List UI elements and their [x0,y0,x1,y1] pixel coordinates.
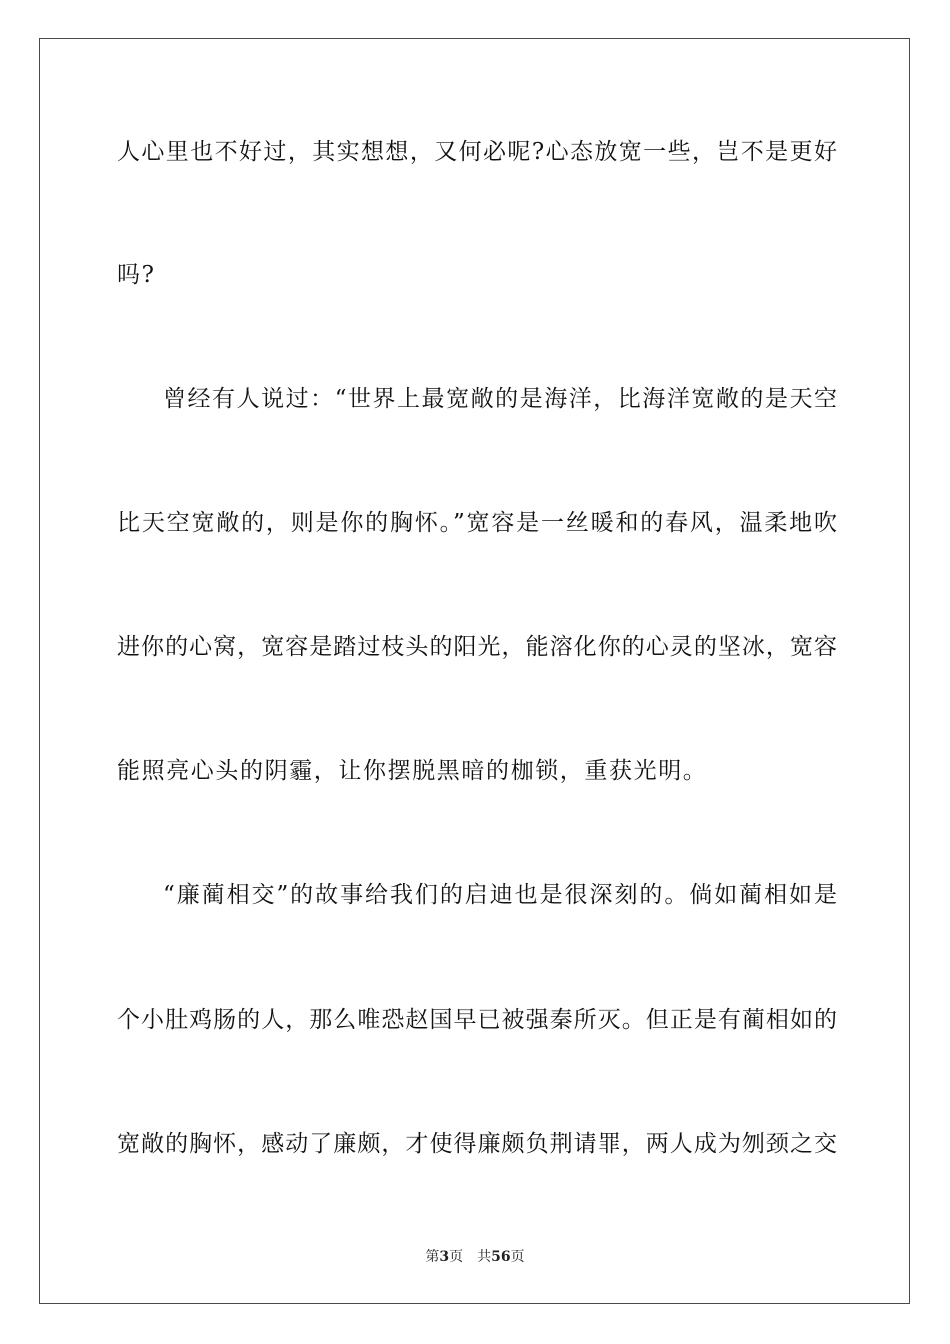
total-prefix: 共 [477,1249,492,1265]
page-number: 3 [439,1249,450,1265]
text-line-5: 进你的心窝，宽容是踏过枝头的阳光，能溶化你的心灵的坚冰，宽容 [117,634,837,660]
text-line-2: 吗? [117,262,156,288]
page-prefix: 第 [425,1249,440,1265]
page-footer [0,1248,950,1266]
text-line-8: 个小肚鸡肠的人，那么唯恐赵国早已被强秦所灭。但正是有蔺相如的 [117,1007,837,1033]
page-border [39,38,910,1304]
total-pages: 56 [491,1249,511,1265]
text-line-6: 能照亮心头的阴霾，让你摆脱黑暗的枷锁，重获光明。 [117,758,708,784]
text-line-7: “廉蔺相交”的故事给我们的启迪也是很深刻的。倘如蔺相如是 [163,882,837,908]
text-line-3: 曾经有人说过：“世界上最宽敞的是海洋，比海洋宽敞的是天空 [163,386,837,412]
page-suffix: 页 [449,1249,464,1265]
text-line-4: 比天空宽敞的，则是你的胸怀。”宽容是一丝暖和的春风，温柔地吹 [117,510,837,536]
text-line-9: 宽敞的胸怀，感动了廉颇，才使得廉颇负荆请罪，两人成为刎颈之交 [117,1131,837,1157]
text-line-1: 人心里也不好过，其实想想，又何必呢?心态放宽一些，岂不是更好 [117,139,837,165]
total-suffix: 页 [510,1249,525,1265]
